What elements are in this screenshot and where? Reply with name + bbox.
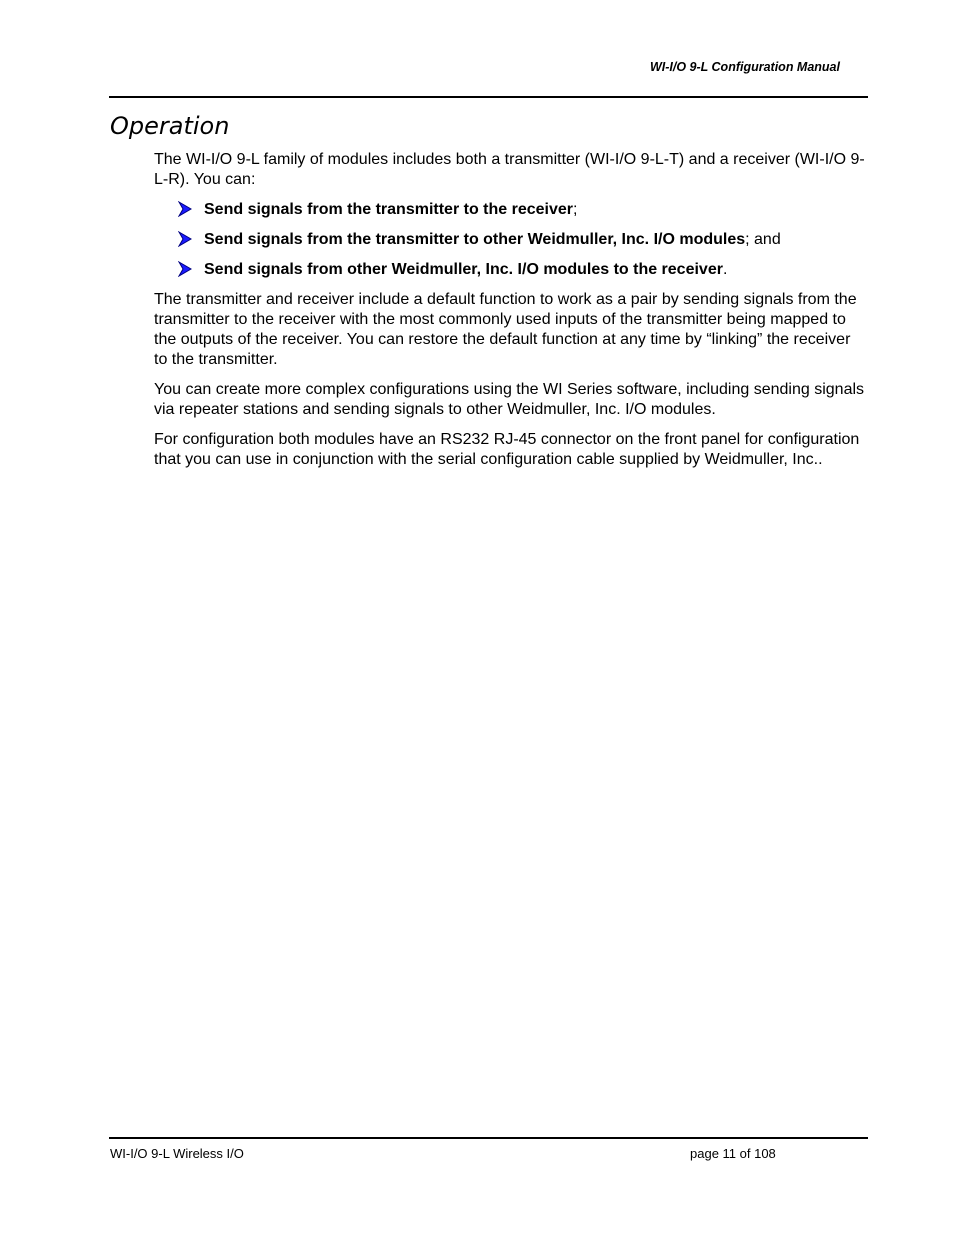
arrowhead-bullet-icon [178,261,192,277]
section-body [154,150,866,480]
list-item-tail: ; [573,201,578,218]
list-item-tail: . [722,261,728,278]
complex-config-paragraph: You can create more complex configurations using the WI Series software, including sending signals via repeater stations and sending signals to other Weidmuller, Inc. I/O modules. [154,381,865,418]
default-function-paragraph: The transmitter and receiver include a default function to work as a pair by sending signals from the transmitter to the receiver with the most commonly used inputs of the transmitter being mapped to the outputs of the receiver. You can restore the default function at any time by “linking” the receiver to the transmitter. [154,291,857,368]
list-item-bold-text: Send signals from the transmitter to other Weidmuller, Inc. I/O modules [204,231,746,248]
footer-rule [109,1137,868,1139]
arrowhead-bullet-icon [178,201,192,217]
page-number: page 11 of 108 [690,1146,776,1161]
capability-list [154,200,866,280]
list-item-tail: ; and [745,231,781,248]
arrowhead-bullet-icon [178,231,192,247]
section-heading: Operation [110,112,230,140]
list-item [154,200,866,220]
footer-product-name: WI-I/O 9-L Wireless I/O [110,1146,244,1161]
list-item-bold-text: Send signals from the transmitter to the receiver [204,201,573,218]
header-rule [109,96,868,98]
connector-paragraph: For configuration both modules have an RS232 RJ-45 connector on the front panel for configuration that you can use in conjunction with the serial configuration cable supplied by Weidmuller, Inc.. [154,431,860,468]
list-item-bold-text: Send signals from other Weidmuller, Inc. I/O modules to the receiver [204,261,723,278]
intro-paragraph: The WI-I/O 9-L family of modules includes both a transmitter (WI-I/O 9-L-T) and a receiver (WI-I/O 9-L-R). You can: [154,151,865,188]
list-item [154,260,866,280]
list-item [154,230,866,250]
running-header-title: WI-I/O 9-L Configuration Manual [649,60,840,74]
